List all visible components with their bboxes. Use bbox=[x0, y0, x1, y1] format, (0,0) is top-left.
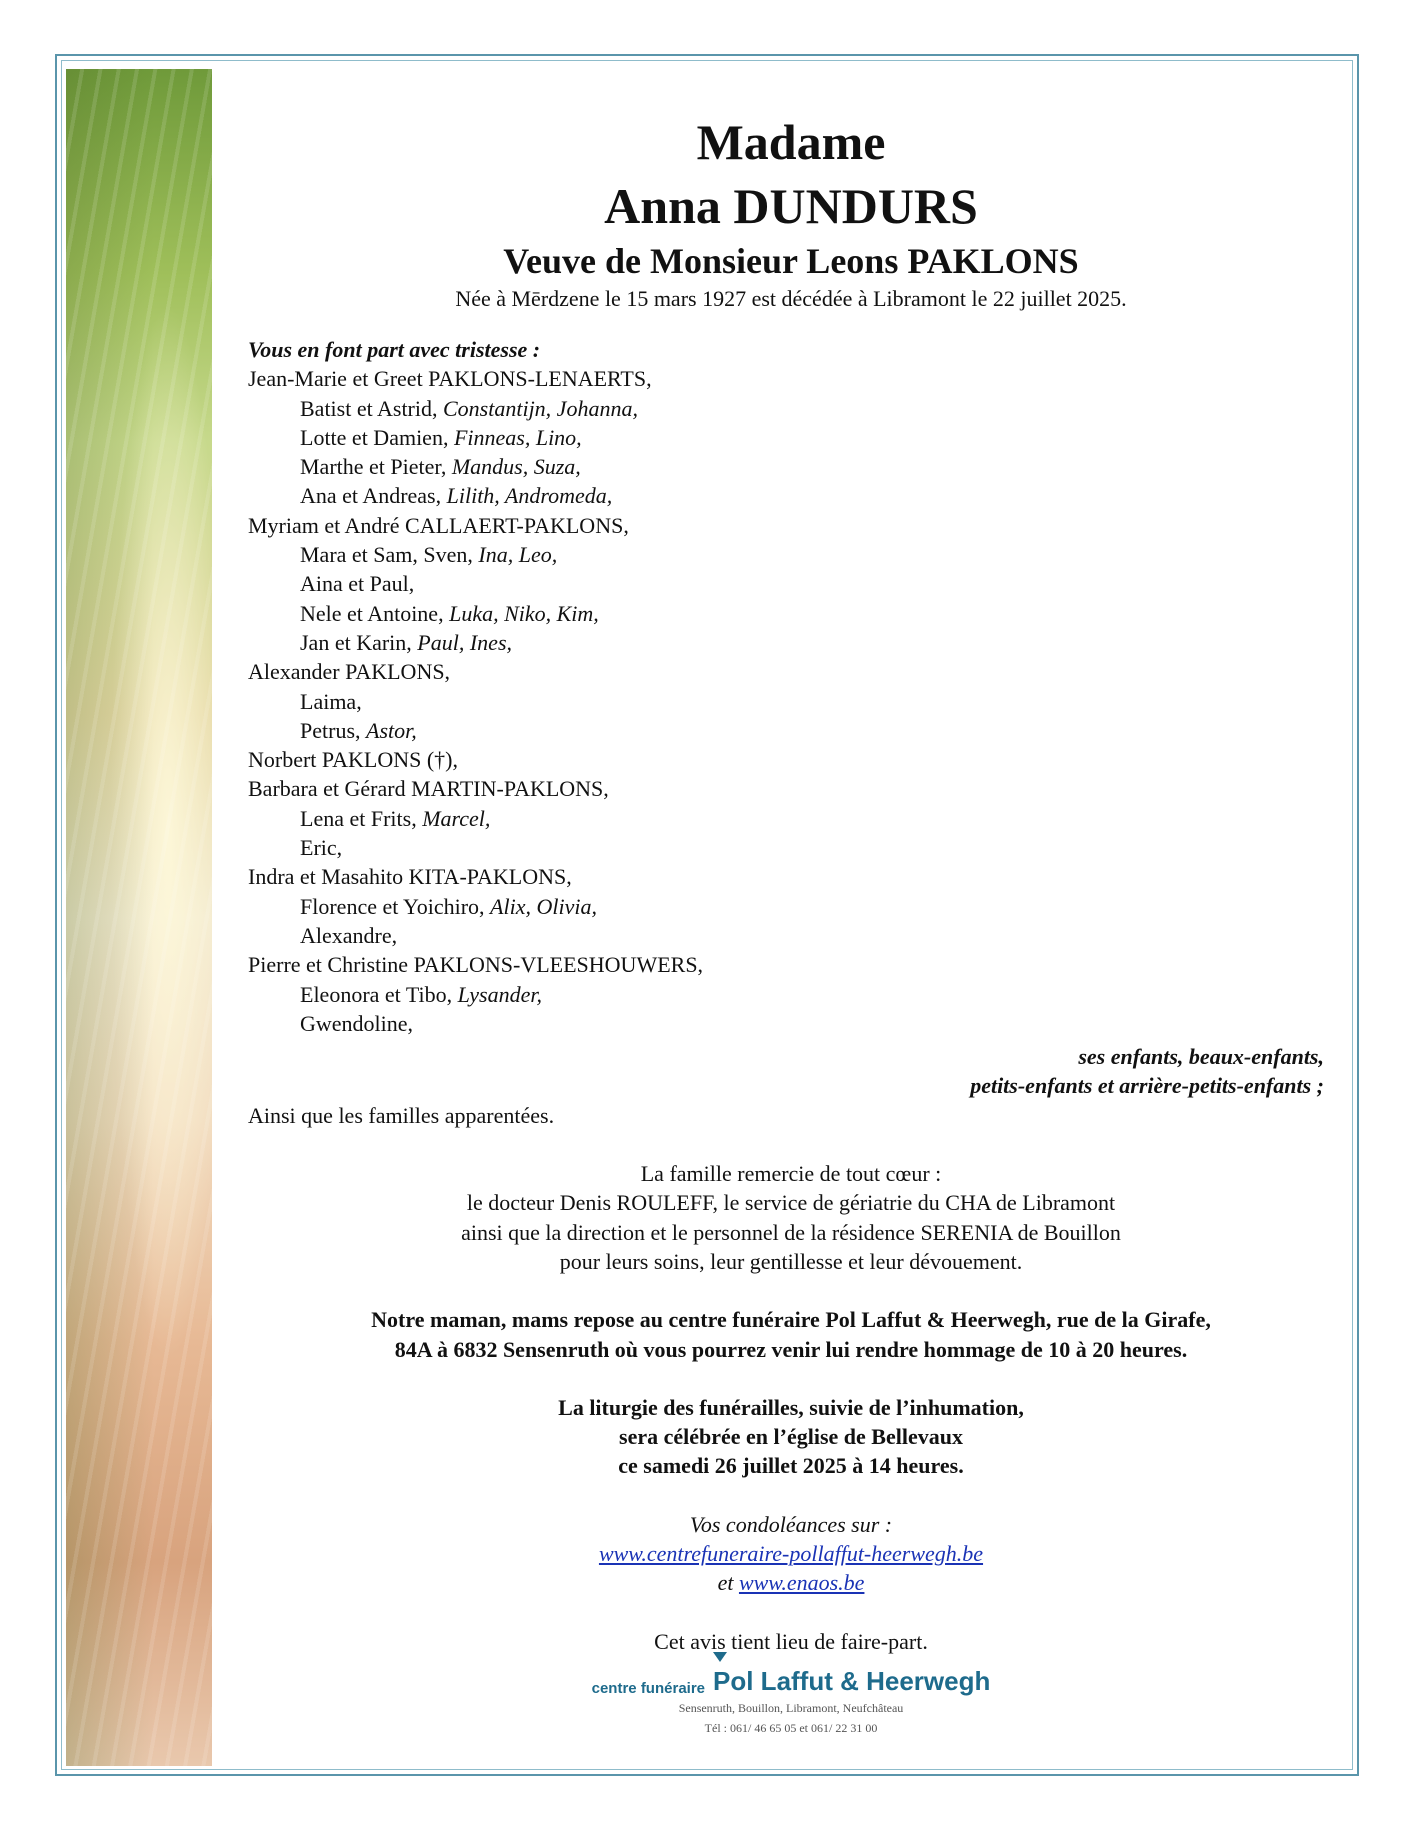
rest-line-1: Notre maman, mams repose au centre funéraire Pol Laffut & Heerwegh, rue de la Girafe, bbox=[371, 1307, 1211, 1333]
relatives-line: Ainsi que les familles apparentées. bbox=[248, 1102, 555, 1128]
funeral-home-logo bbox=[248, 1666, 1334, 1738]
family-line bbox=[248, 774, 1334, 803]
family-line bbox=[248, 950, 1334, 979]
family-line bbox=[248, 1009, 1334, 1038]
spouse-line: Veuve de Monsieur Leons PAKLONS bbox=[503, 241, 1079, 281]
rest-block bbox=[248, 1305, 1334, 1364]
thanks-line-3: ainsi que la direction et le personnel de la résidence SERENIA de Bouillon bbox=[461, 1219, 1121, 1245]
logo-locations: Sensenruth, Bouillon, Libramont, Neufchâteau bbox=[678, 1700, 904, 1715]
thanks-block bbox=[248, 1159, 1334, 1276]
condolences-link-enaos[interactable]: www.enaos.be bbox=[738, 1570, 865, 1596]
family-names: Marthe et Pieter, bbox=[300, 454, 452, 480]
family-line bbox=[248, 716, 1334, 745]
family-line bbox=[248, 364, 1334, 393]
liturgy-block bbox=[248, 1393, 1334, 1481]
family-line bbox=[248, 862, 1334, 891]
logo-phone: Tél : 061/ 46 65 05 et 061/ 22 31 00 bbox=[704, 1720, 878, 1735]
family-names: Gwendoline, bbox=[300, 1010, 414, 1036]
family-line bbox=[248, 892, 1334, 921]
family-names: Alexandre, bbox=[300, 922, 398, 948]
rest-line-2: 84A à 6832 Sensenruth où vous pourrez venir lui rendre hommage de 10 à 20 heures. bbox=[394, 1336, 1188, 1362]
family-line bbox=[248, 599, 1334, 628]
family-line bbox=[248, 745, 1334, 774]
logo-triangle-icon bbox=[713, 1652, 727, 1662]
family-grandchildren: Astor, bbox=[366, 717, 417, 743]
family-grandchildren: Lilith, Andromeda, bbox=[446, 483, 613, 509]
family-grandchildren: Constantijn, Johanna, bbox=[443, 395, 638, 421]
family-line bbox=[248, 511, 1334, 540]
family-names: Lotte et Damien, bbox=[300, 424, 454, 450]
liturgy-line-2: sera célébrée en l’église de Bellevaux bbox=[619, 1424, 963, 1450]
family-line bbox=[248, 628, 1334, 657]
logo-brand bbox=[713, 1666, 990, 1697]
family-grandchildren: Finneas, Lino, bbox=[453, 424, 582, 450]
deceased-name: Anna DUNDURS bbox=[604, 178, 978, 234]
family-line bbox=[248, 833, 1334, 862]
liturgy-line-1: La liturgie des funérailles, suivie de l’inhumation, bbox=[558, 1394, 1024, 1420]
family-names: Aina et Paul, bbox=[300, 571, 415, 597]
condolences-and: et bbox=[717, 1570, 739, 1596]
family-names: Indra et Masahito KITA-PAKLONS, bbox=[248, 864, 572, 890]
family-line bbox=[248, 423, 1334, 452]
family-line bbox=[248, 687, 1334, 716]
family-names: Pierre et Christine PAKLONS-VLEESHOUWERS, bbox=[248, 952, 704, 978]
family-names: Jean-Marie et Greet PAKLONS-LENAERTS, bbox=[248, 366, 652, 392]
condolences-link-funeral-home[interactable]: www.centrefuneraire-pollaffut-heerwegh.be bbox=[598, 1540, 984, 1566]
thanks-line-1: La famille remercie de tout cœur : bbox=[640, 1161, 942, 1187]
notice-line: Cet avis tient lieu de faire-part. bbox=[654, 1628, 928, 1654]
birth-death-line: Née à Mērdzene le 15 mars 1927 est décédée à Libramont le 22 juillet 2025. bbox=[455, 286, 1127, 311]
family-names: Ana et Andreas, bbox=[300, 483, 447, 509]
liturgy-line-3: ce samedi 26 juillet 2025 à 14 heures. bbox=[618, 1453, 964, 1479]
family-names: Lena et Frits, bbox=[300, 805, 423, 831]
condolences-block bbox=[248, 1510, 1334, 1598]
family-names: Nele et Antoine, bbox=[300, 600, 450, 626]
family-grandchildren: Luka, Niko, Kim, bbox=[449, 600, 599, 626]
family-line bbox=[248, 481, 1334, 510]
family-line bbox=[248, 804, 1334, 833]
family-names: Petrus, bbox=[300, 717, 366, 743]
family-names: Alexander PAKLONS, bbox=[248, 659, 451, 685]
logo-small-text: centre funéraire bbox=[591, 1679, 706, 1697]
family-grandchildren: Lysander, bbox=[457, 981, 542, 1007]
family-list bbox=[248, 364, 1334, 1038]
relation-line-2: petits-enfants et arrière-petits-enfants ; bbox=[970, 1073, 1324, 1099]
family-names: Norbert PAKLONS (†), bbox=[248, 747, 459, 773]
family-names: Batist et Astrid, bbox=[300, 395, 443, 421]
honorific: Madame bbox=[696, 114, 886, 170]
forest-path-photo bbox=[66, 69, 212, 1766]
family-names: Barbara et Gérard MARTIN-PAKLONS, bbox=[248, 776, 609, 802]
family-names: Eleonora et Tibo, bbox=[300, 981, 458, 1007]
relation-line-1: ses enfants, beaux-enfants, bbox=[1078, 1044, 1324, 1070]
family-block bbox=[248, 335, 1334, 1130]
family-line bbox=[248, 980, 1334, 1009]
family-names: Myriam et André CALLAERT-PAKLONS, bbox=[248, 512, 629, 538]
family-line bbox=[248, 569, 1334, 598]
family-grandchildren: Marcel, bbox=[422, 805, 491, 831]
family-names: Jan et Karin, bbox=[300, 629, 418, 655]
family-line bbox=[248, 394, 1334, 423]
family-line bbox=[248, 657, 1334, 686]
thanks-line-4: pour leurs soins, leur gentillesse et leur dévouement. bbox=[559, 1248, 1023, 1274]
family-line bbox=[248, 921, 1334, 950]
family-names: Eric, bbox=[300, 835, 343, 861]
family-names: Florence et Yoichiro, bbox=[300, 893, 491, 919]
family-grandchildren: Paul, Ines, bbox=[417, 629, 512, 655]
logo-brand-text: Pol Laffut & Heerwegh bbox=[713, 1665, 991, 1696]
family-grandchildren: Mandus, Suza, bbox=[451, 454, 581, 480]
family-grandchildren: Alix, Olivia, bbox=[490, 893, 597, 919]
family-names: Laima, bbox=[300, 688, 362, 714]
header bbox=[248, 110, 1334, 314]
family-line bbox=[248, 540, 1334, 569]
family-names: Mara et Sam, Sven, bbox=[300, 542, 479, 568]
thanks-line-2: le docteur Denis ROULEFF, le service de gériatrie du CHA de Libramont bbox=[466, 1190, 1116, 1216]
condolences-label: Vos condoléances sur : bbox=[689, 1511, 893, 1537]
obituary-content bbox=[248, 110, 1334, 1738]
family-intro: Vous en font part avec tristesse : bbox=[248, 337, 541, 362]
family-grandchildren: Ina, Leo, bbox=[478, 542, 558, 568]
family-line bbox=[248, 452, 1334, 481]
